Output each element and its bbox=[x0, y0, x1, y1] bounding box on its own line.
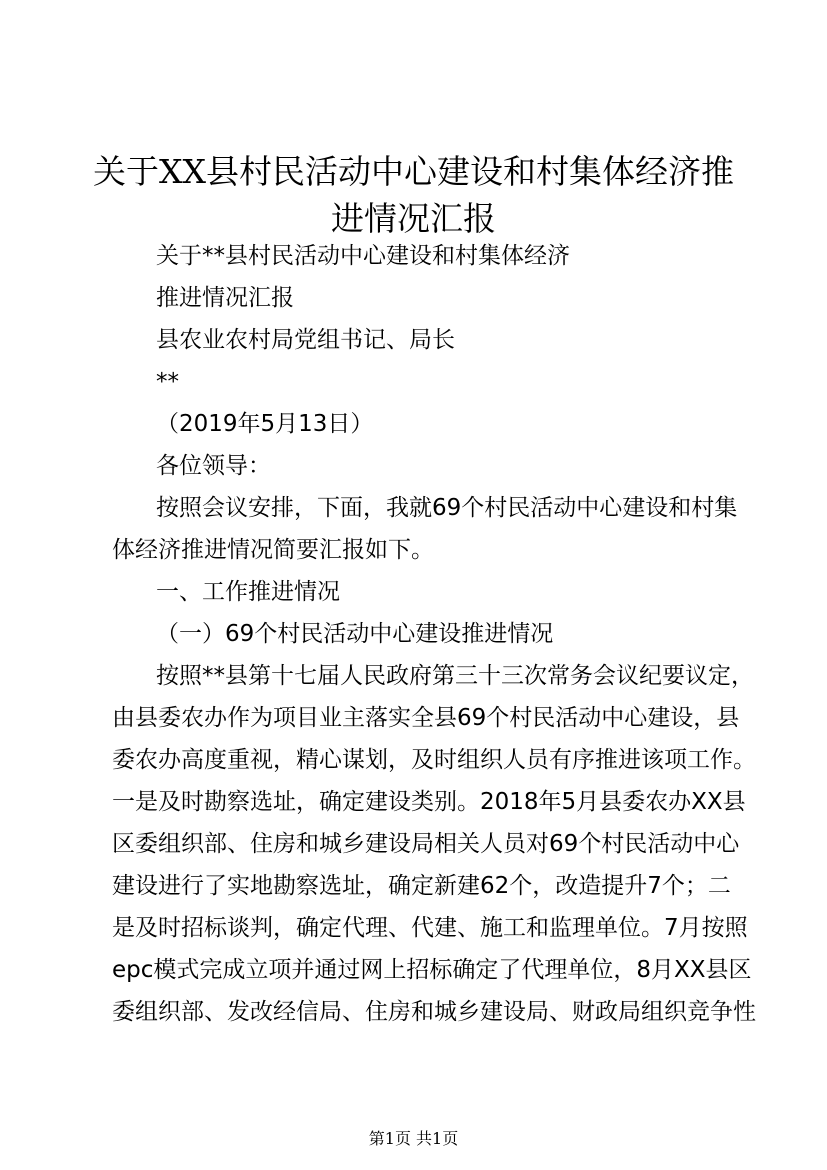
subtitle-line-2: 推进情况汇报 bbox=[156, 285, 294, 311]
section-heading: 一、工作推进情况 bbox=[156, 579, 340, 605]
body-line: 委农办高度重视，精心谋划，及时组织人员有序推进该项工作。 bbox=[112, 747, 756, 773]
body-line: 由县委农办作为项目业主落实全县69个村民活动中心建设，县 bbox=[112, 705, 740, 731]
body-line: 委组织部、发改经信局、住房和城乡建设局、财政局组织竞争性 bbox=[112, 999, 756, 1025]
document-title-line-1: 关于XX县村民活动中心建设和村集体经济推 bbox=[93, 152, 734, 191]
author-title: 县农业农村局党组书记、局长 bbox=[156, 327, 455, 353]
body-line: 体经济推进情况简要汇报如下。 bbox=[112, 537, 434, 563]
body-line: 区委组织部、住房和城乡建设局相关人员对69个村民活动中心 bbox=[112, 831, 740, 857]
body-line: 一是及时勘察选址，确定建设类别。2018年5月县委农办XX县 bbox=[112, 789, 746, 815]
body-line: 是及时招标谈判，确定代理、代建、施工和监理单位。7月按照 bbox=[112, 915, 748, 941]
body-line: 按照**县第十七届人民政府第三十三次常务会议纪要议定， bbox=[156, 663, 754, 689]
date-line: （2019年5月13日） bbox=[156, 411, 374, 437]
salutation: 各位领导： bbox=[156, 453, 271, 479]
document-title-line-2: 进情况汇报 bbox=[331, 199, 496, 238]
body-line: epc模式完成立项并通过网上招标确定了代理单位，8月XX县区 bbox=[112, 957, 752, 983]
page-footer: 第1页 共1页 bbox=[368, 1129, 459, 1148]
subtitle-line-1: 关于**县村民活动中心建设和村集体经济 bbox=[156, 243, 570, 269]
body-line: 建设进行了实地勘察选址，确定新建62个，改造提升7个；二 bbox=[112, 873, 731, 899]
body-line: 按照会议安排，下面，我就69个村民活动中心建设和村集 bbox=[156, 495, 738, 521]
author-name: ** bbox=[156, 369, 179, 395]
subsection-heading: （一）69个村民活动中心建设推进情况 bbox=[156, 621, 554, 647]
